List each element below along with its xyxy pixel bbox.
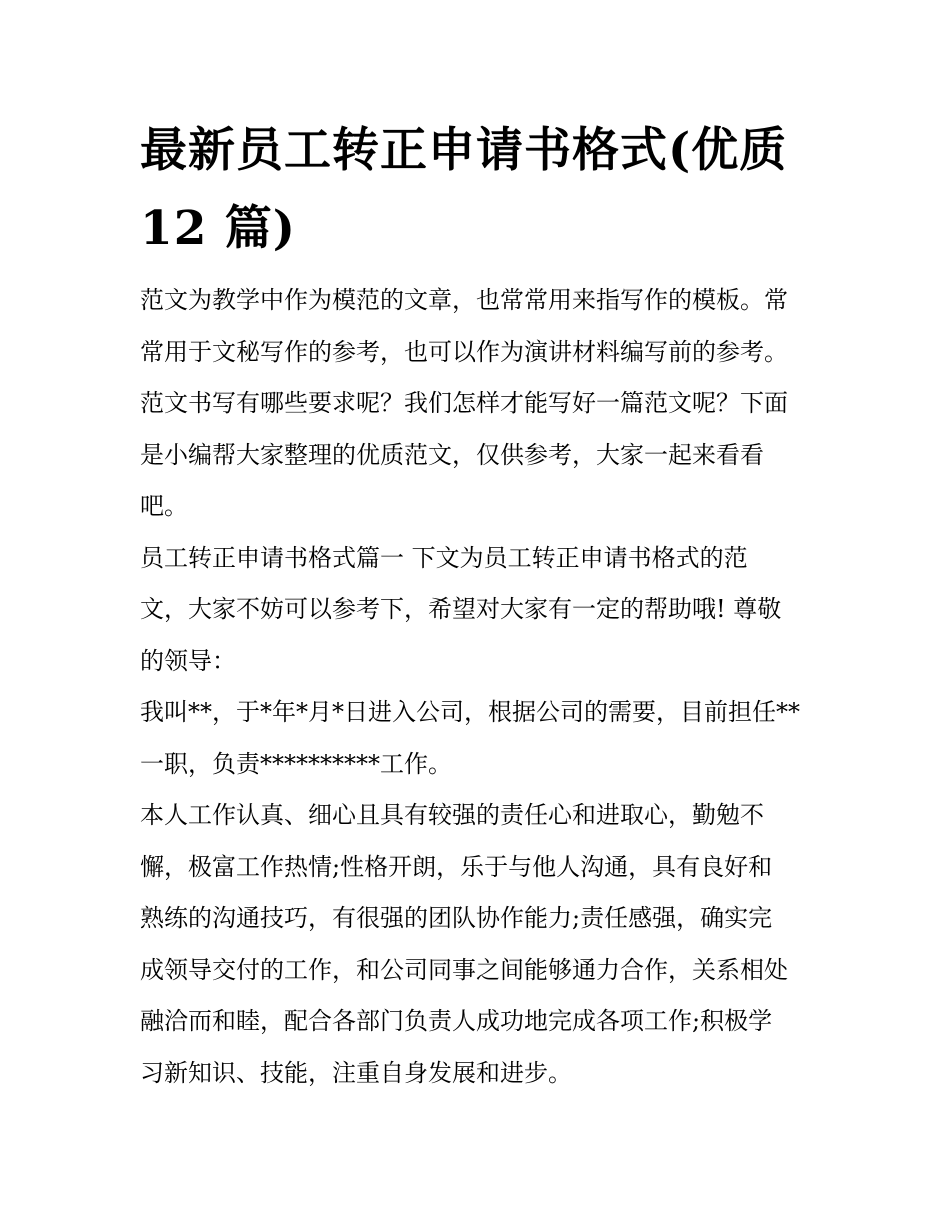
text-line: 懈，极富工作热情;性格开朗，乐于与他人沟通，具有良好和 [140, 852, 773, 881]
text-line: 吧。 [140, 492, 188, 520]
text-line: 文，大家不妨可以参考下，希望对大家有一定的帮助哦! 尊敬 [140, 595, 782, 623]
text-line: 员工转正申请书格式篇一 下文为员工转正申请书格式的范 [140, 543, 748, 572]
text-line: 常用于文秘写作的参考，也可以作为演讲材料编写前的参考。 [140, 337, 788, 366]
title-line: 最新员工转正申请书格式(优质 [140, 123, 788, 178]
paragraph-self-intro [140, 687, 820, 790]
title-line: 12 篇) [140, 201, 297, 256]
text-line: 习新知识、技能，注重自身发展和进步。 [140, 1058, 572, 1087]
text-line: 成领导交付的工作，和公司同事之间能够通力合作，关系相处 [140, 955, 788, 984]
paragraph-section-one [140, 533, 820, 688]
text-line: 本人工作认真、细心且具有较强的责任心和进取心，勤勉不 [140, 801, 764, 829]
text-line: 熟练的沟通技巧，有很强的团队协作能力;责任感强，确实完 [140, 904, 773, 932]
text-line: 范文为教学中作为模范的文章，也常常用来指写作的模板。常 [140, 286, 788, 314]
text-line: 我叫**，于*年*月*日进入公司，根据公司的需要，目前担任** [140, 698, 800, 726]
paragraph-work-attitude [140, 790, 820, 1099]
text-line: 融洽而和睦，配合各部门负责人成功地完成各项工作;积极学 [140, 1007, 773, 1035]
paragraph-intro [140, 275, 820, 533]
text-line: 一职，负责**********工作。 [140, 749, 452, 778]
document-title [140, 112, 820, 268]
text-line: 的领导： [140, 646, 236, 675]
text-line: 是小编帮大家整理的优质范文，仅供参考，大家一起来看看 [140, 440, 764, 469]
document-body [140, 275, 820, 1099]
text-line: 范文书写有哪些要求呢？我们怎样才能写好一篇范文呢？下面 [140, 389, 788, 417]
